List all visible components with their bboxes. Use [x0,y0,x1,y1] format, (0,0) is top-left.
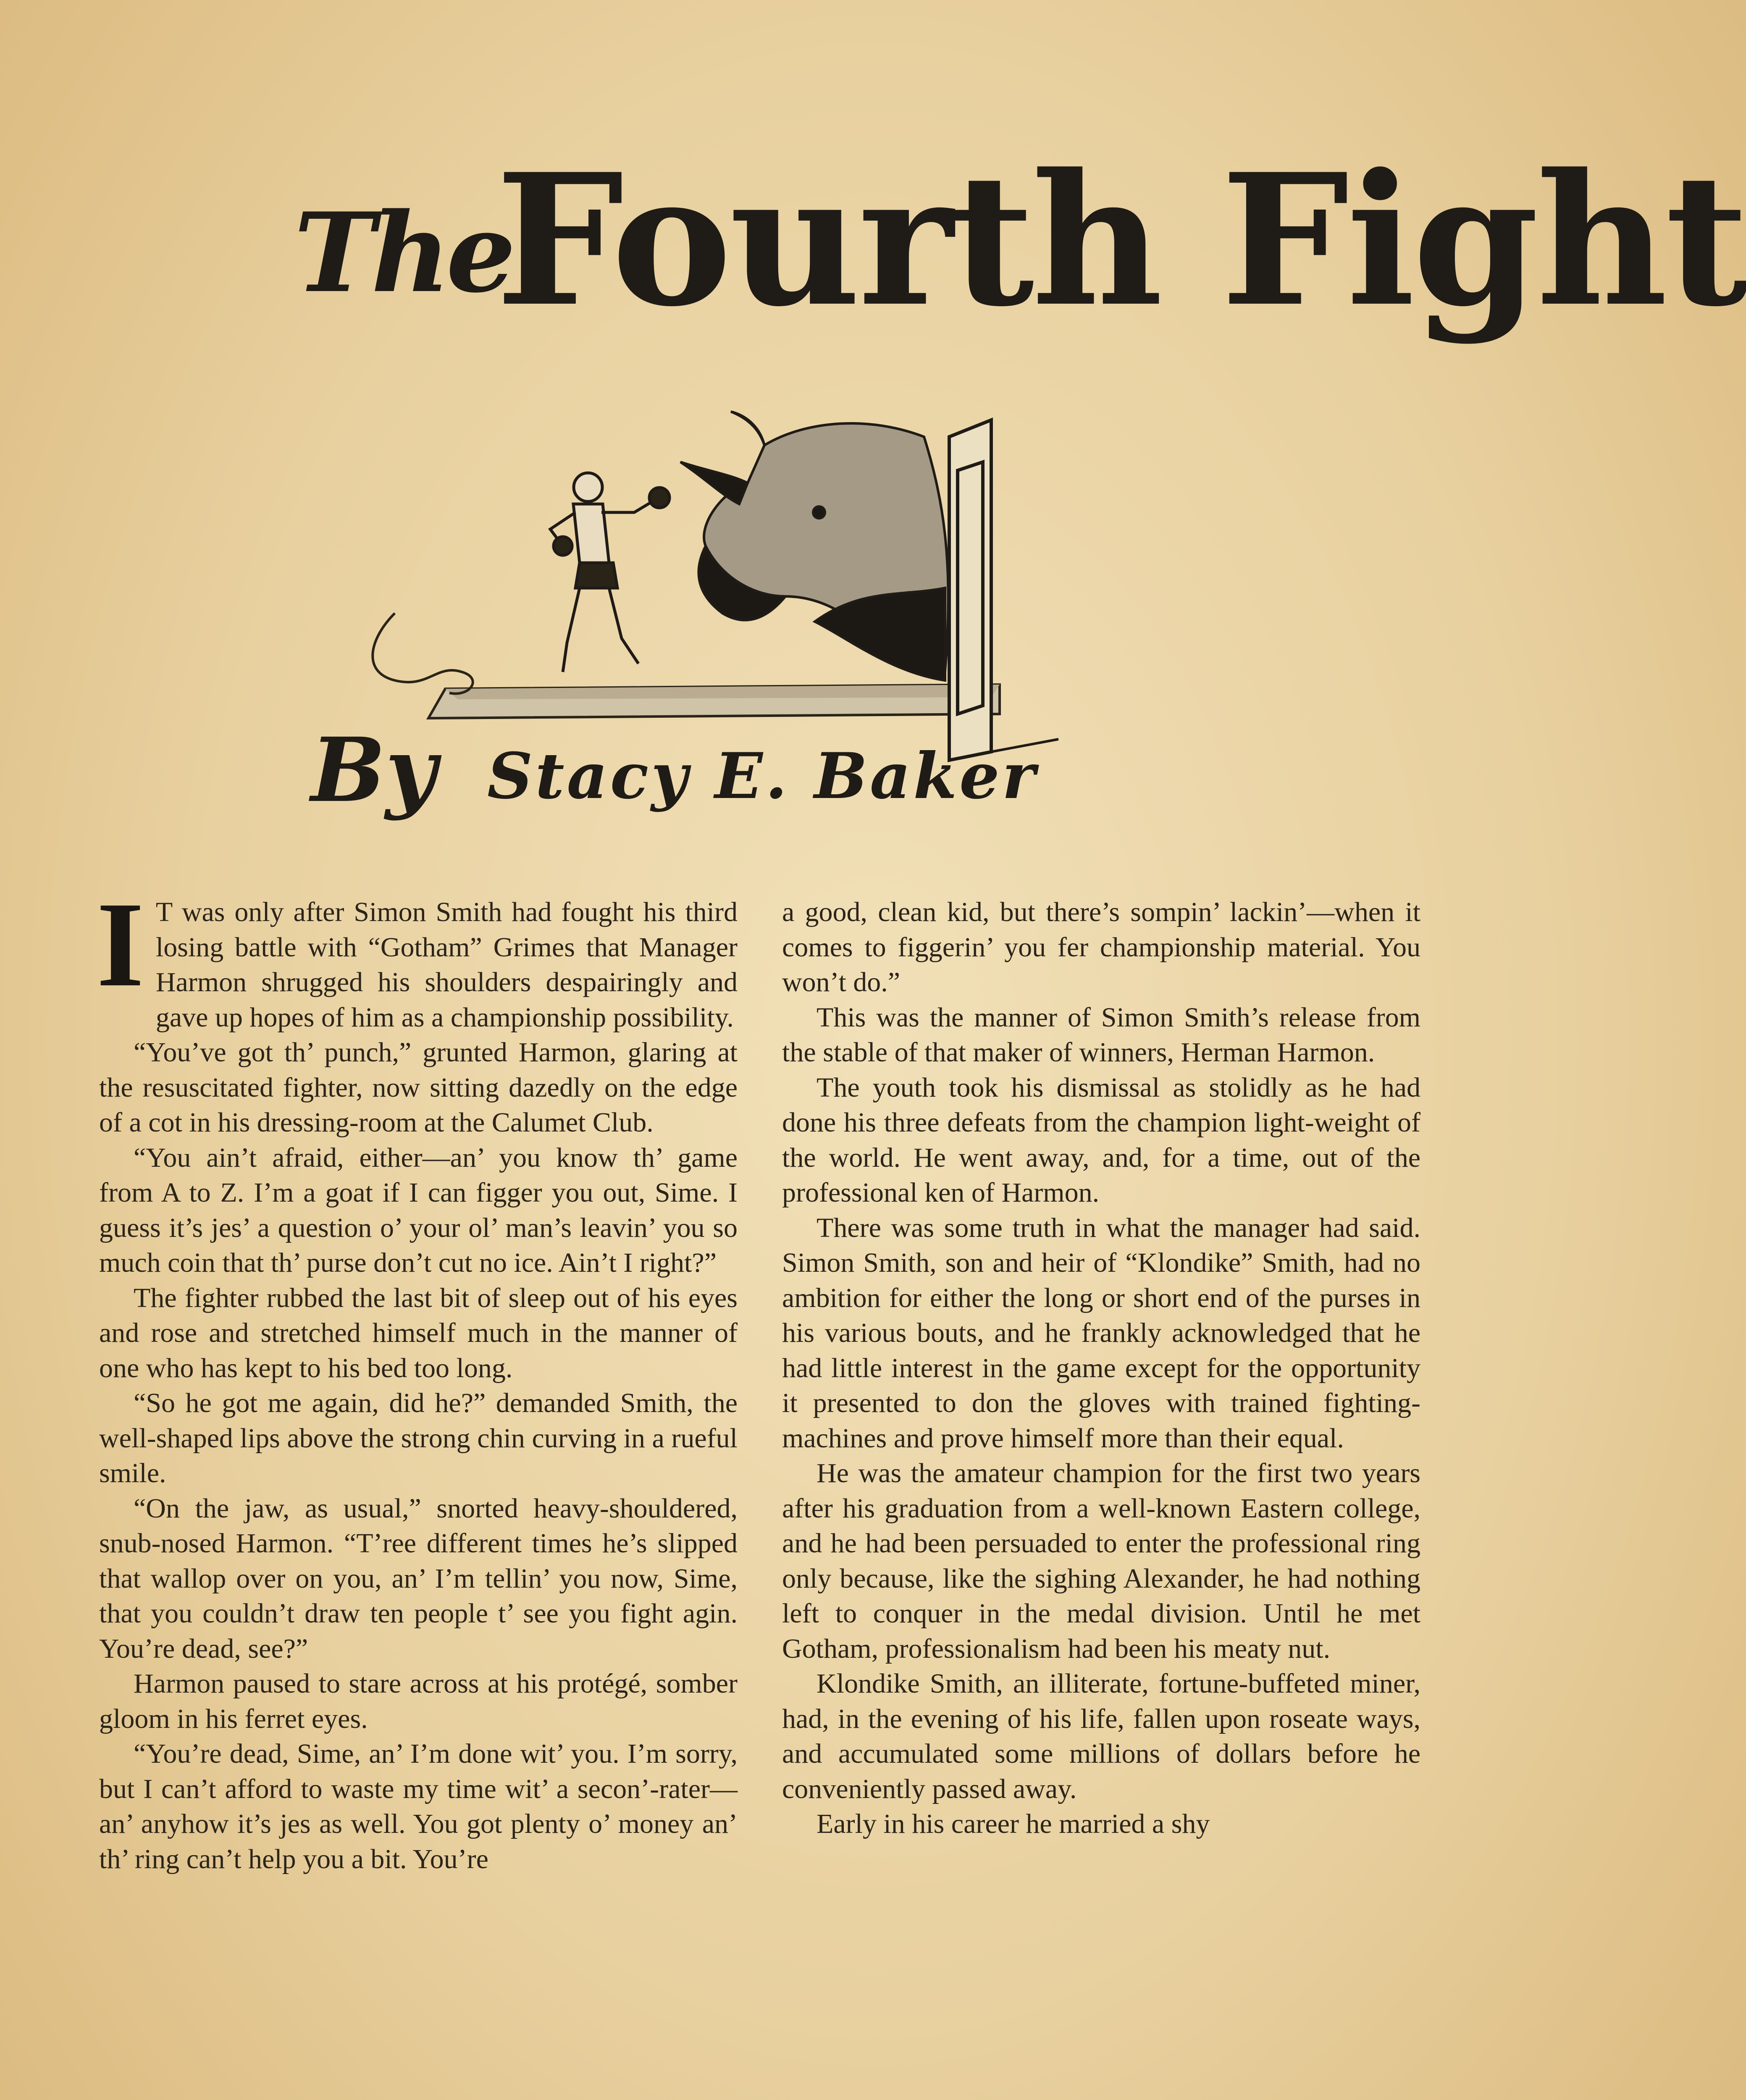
title-the: The [294,189,512,317]
smoke-swirl [373,613,473,693]
paragraph: This was the manner of Simon Smith’s release from the stable of that maker of winners, Herman Harmon. [782,1002,1420,1068]
drop-cap: I [97,877,144,1012]
door [949,420,991,760]
byline [311,710,1067,836]
boxer-figure [550,473,670,672]
byline-by: By [311,718,437,822]
author-name: Stacy E. Baker [487,739,1038,813]
paragraph: There was some truth in what the manager had said. Simon Smith, son and heir of “Klondike” Smith, had no ambition for either the long or short end of the purses in his various bouts, and he frankly acknowledged that he had little interest in the game except for the opportunity it presented to don the gloves with trained fighting-machines and prove himself more than their equal. [782,1212,1420,1454]
paragraph: Harmon paused to stare across at his protégé, somber gloom in his ferret eyes. [99,1668,738,1734]
paragraph: “You ain’t afraid, either—an’ you know th’ game from A to Z. I’m a goat if I can figger you out, Sime. I guess it’s jes’ a question o’ your ol’ man’s leavin’ you so much coin that th’ purse don’t cut no ice. Ain’t I right?” [99,1142,738,1278]
paragraph: The youth took his dismissal as stolidly as he had done his three defeats from the champion light-weight of the world. He went away, and, for a time, out of the professional ken of Harmon. [782,1072,1420,1208]
paragraph: “On the jaw, as usual,” snorted heavy-shouldered, snub-nosed Harmon. “T’ree different times he’s slipped that wallop over on you, an’ I’m tellin’ you now, Sime, that you couldn’t draw ten people t’ see you fight agin. You’re dead, see?” [99,1493,738,1664]
paragraph: a good, clean kid, but there’s sompin’ lackin’—when it comes to figgerin’ you fer championship material. You won’t do.” [782,897,1420,998]
title-main: Fourth Fight [496,134,1746,346]
paragraph: The fighter rubbed the last bit of sleep out of his eyes and rose and stretched himself much in the manner of one who has kept to his bed too long. [99,1282,738,1383]
paragraph: I T was only after Simon Smith had fought his third losing battle with “Gotham” Grimes that Manager Harmon shrugged his shoulders despairingly and gave up hopes of him as a championship possibility. [97,877,738,1033]
paragraph: “You’ve got th’ punch,” grunted Harmon, glaring at the resuscitated fighter, now sitting dazedly on the edge of a cot in his dressing-room at the Calumet Club. [99,1037,738,1138]
bull-head [680,412,948,680]
paragraph: “So he got me again, did he?” demanded Smith, the well-shaped lips above the strong chin curving in a rueful smile. [99,1388,738,1488]
paragraph: “You’re dead, Sime, an’ I’m done wit’ you. I’m sorry, but I can’t afford to waste my time wit’ a secon’-rater—an’ anyhow it’s jes as well. You got plenty o’ money an’ th’ ring can’t help you a bit. You’re [99,1738,738,1874]
text-column-right [782,895,1420,1842]
paragraph: He was the amateur champion for the first two years after his graduation from a well-known Eastern college, and he had been persuaded to enter the professional ring only because, like the sighing Alexander, he had nothing left to conquer in the medal division. Until he met Gotham, professionalism had been his meaty nut. [782,1458,1420,1664]
paragraph: Klondike Smith, an illiterate, fortune-buffeted miner, had, in the evening of his life, fallen upon roseate ways, and accumulated some millions of dollars before he conveniently passed away. [782,1668,1420,1804]
paragraph: Early in his career he married a shy [817,1809,1210,1839]
text-column-left [97,877,738,1877]
